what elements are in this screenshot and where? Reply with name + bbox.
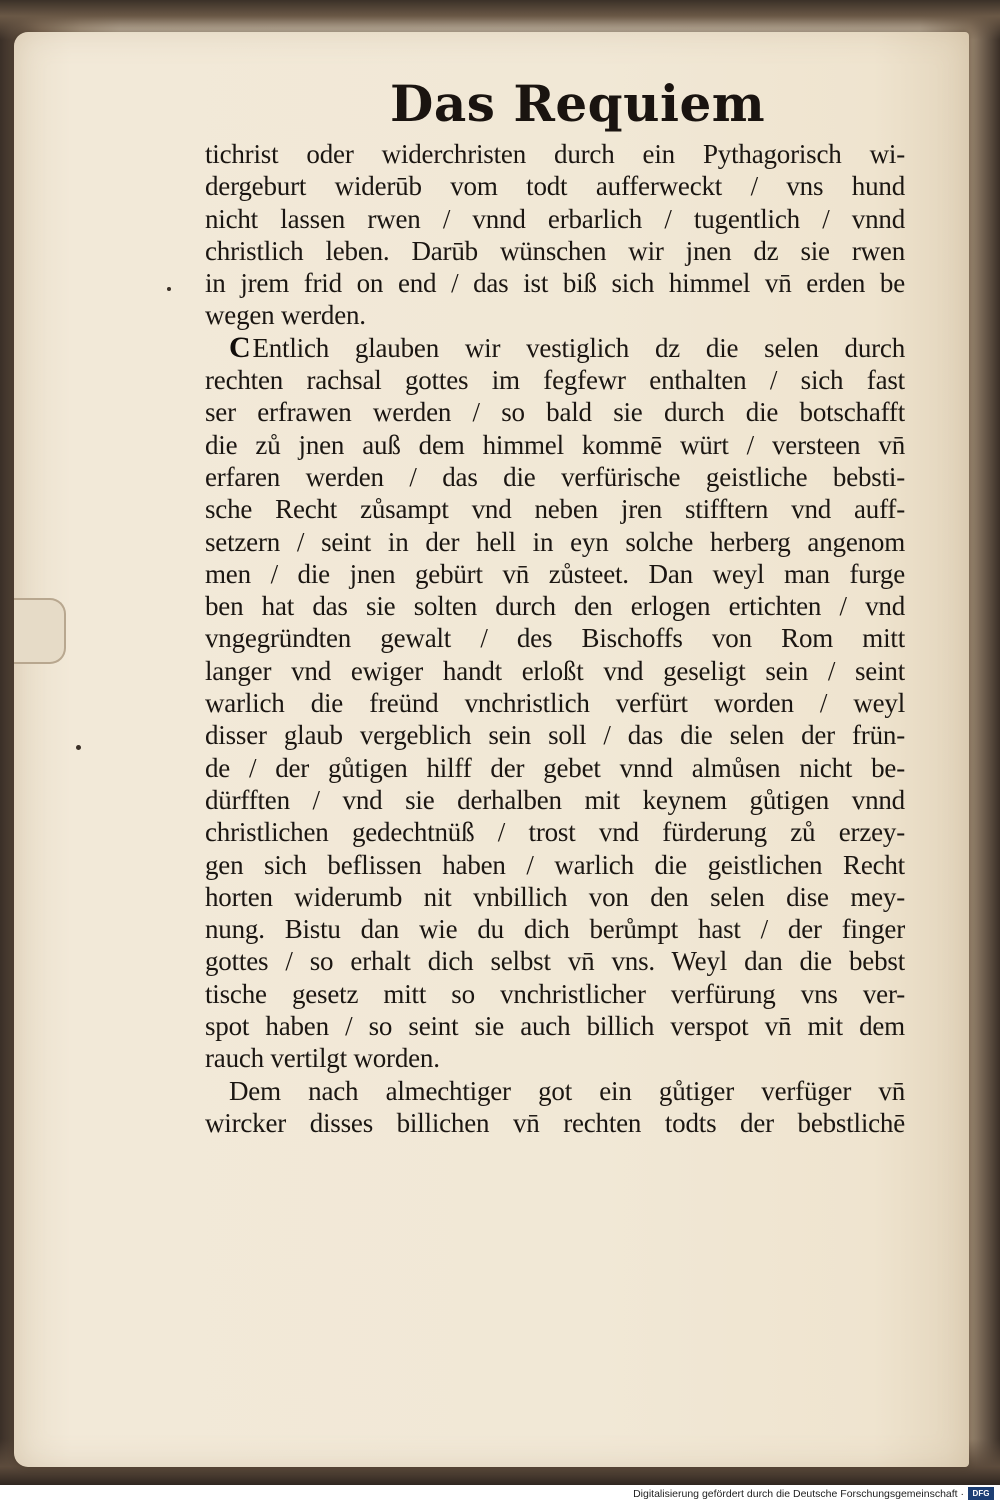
text-line: spot haben / so seint sie auch billich verspot vn̄ mit dem — [205, 1011, 905, 1042]
text-line: christlichen gedechtnüß / trost vnd fürderung zů erzey- — [205, 817, 905, 848]
text-line: in jrem frid on end / das ist biß sich himmel vn̄ erden be — [205, 268, 905, 299]
dfg-logo: DFG — [968, 1487, 994, 1500]
text-line: rechten rachsal gottes im fegfewr enthalten / sich fast — [205, 365, 905, 396]
ink-spot — [76, 745, 81, 750]
page-heading: Das Requiem — [390, 74, 766, 133]
text-line: tichrist oder widerchristen durch ein Pythagorisch wi- — [205, 139, 905, 169]
text-line: warlich die freünd vnchristlich verfürt worden / weyl — [205, 688, 905, 719]
text-line: wegen werden. — [205, 300, 366, 331]
text-line: dergeburt widerūb vom todt aufferweckt / vns hund — [205, 171, 905, 202]
text-block — [205, 138, 905, 1139]
text-line-body: Entlich glauben wir vestiglich dz die selen durch — [252, 332, 905, 363]
text-line: dürfften / vnd sie derhalben mit keynem gůtigen vnnd — [205, 784, 905, 815]
text-line: wircker disses billichen vn̄ rechten todts der bebstlichē — [205, 1107, 905, 1138]
text-line: vngegründten gewalt / des Bischoffs von Rom mitt — [205, 623, 905, 654]
footer-bar — [0, 1485, 1000, 1503]
text-line: de / der gůtigen hilff der gebet vnnd almůsen nicht be- — [205, 752, 905, 783]
text-line: ben hat das sie solten durch den erlogen ertichten / vnd — [205, 591, 905, 622]
text-line: langer vnd ewiger handt erloßt vnd geseligt sein / seint — [205, 655, 905, 686]
text-line: sche Recht zůsampt vnd neben jren stifftern vnd auff- — [205, 494, 905, 525]
text-line: men / die jnen gebürt vn̄ zůsteet. Dan weyl man furge — [205, 558, 905, 589]
text-line: horten widerumb nit vnbillich von den selen dise mey- — [205, 881, 905, 912]
text-line: disser glaub vergeblich sein soll / das die selen der frün- — [205, 720, 905, 751]
text-line: nicht lassen rwen / vnnd erbarlich / tugentlich / vnnd — [205, 203, 905, 234]
paragraph-mark: C — [229, 331, 251, 364]
page-tab-mark — [14, 598, 66, 664]
text-line: Dem nach almechtiger got ein gůtiger verfüger vn̄ — [229, 1075, 905, 1106]
text-line: gen sich beflissen haben / warlich die geistlichen Recht — [205, 849, 905, 880]
text-line: rauch vertilgt worden. — [205, 1043, 440, 1074]
ink-spot — [167, 287, 171, 291]
text-line: gottes / so erhalt dich selbst vn̄ vns. Weyl dan die bebst — [205, 946, 905, 977]
text-line: tische gesetz mitt so vnchristlicher verfürung vns ver- — [205, 978, 905, 1009]
funding-credit: Digitalisierung gefördert durch die Deutsche Forschungsgemeinschaft · — [633, 1488, 964, 1500]
paragraph-start-line — [205, 332, 905, 364]
text-line: setzern / seint in der hell in eyn solche herberg angenom — [205, 526, 905, 557]
text-line: erfaren werden / das die verfürische geistliche bebsti- — [205, 461, 905, 492]
text-line: nung. Bistu dan wie du dich berůmpt hast / der finger — [205, 914, 905, 945]
text-line: christlich leben. Darūb wünschen wir jnen dz sie rwen — [205, 235, 905, 266]
text-line: ser erfrawen werden / so bald sie durch die botschafft — [205, 397, 905, 428]
text-line: die zů jnen auß dem himmel kommē würt / versteen vn̄ — [205, 429, 905, 460]
